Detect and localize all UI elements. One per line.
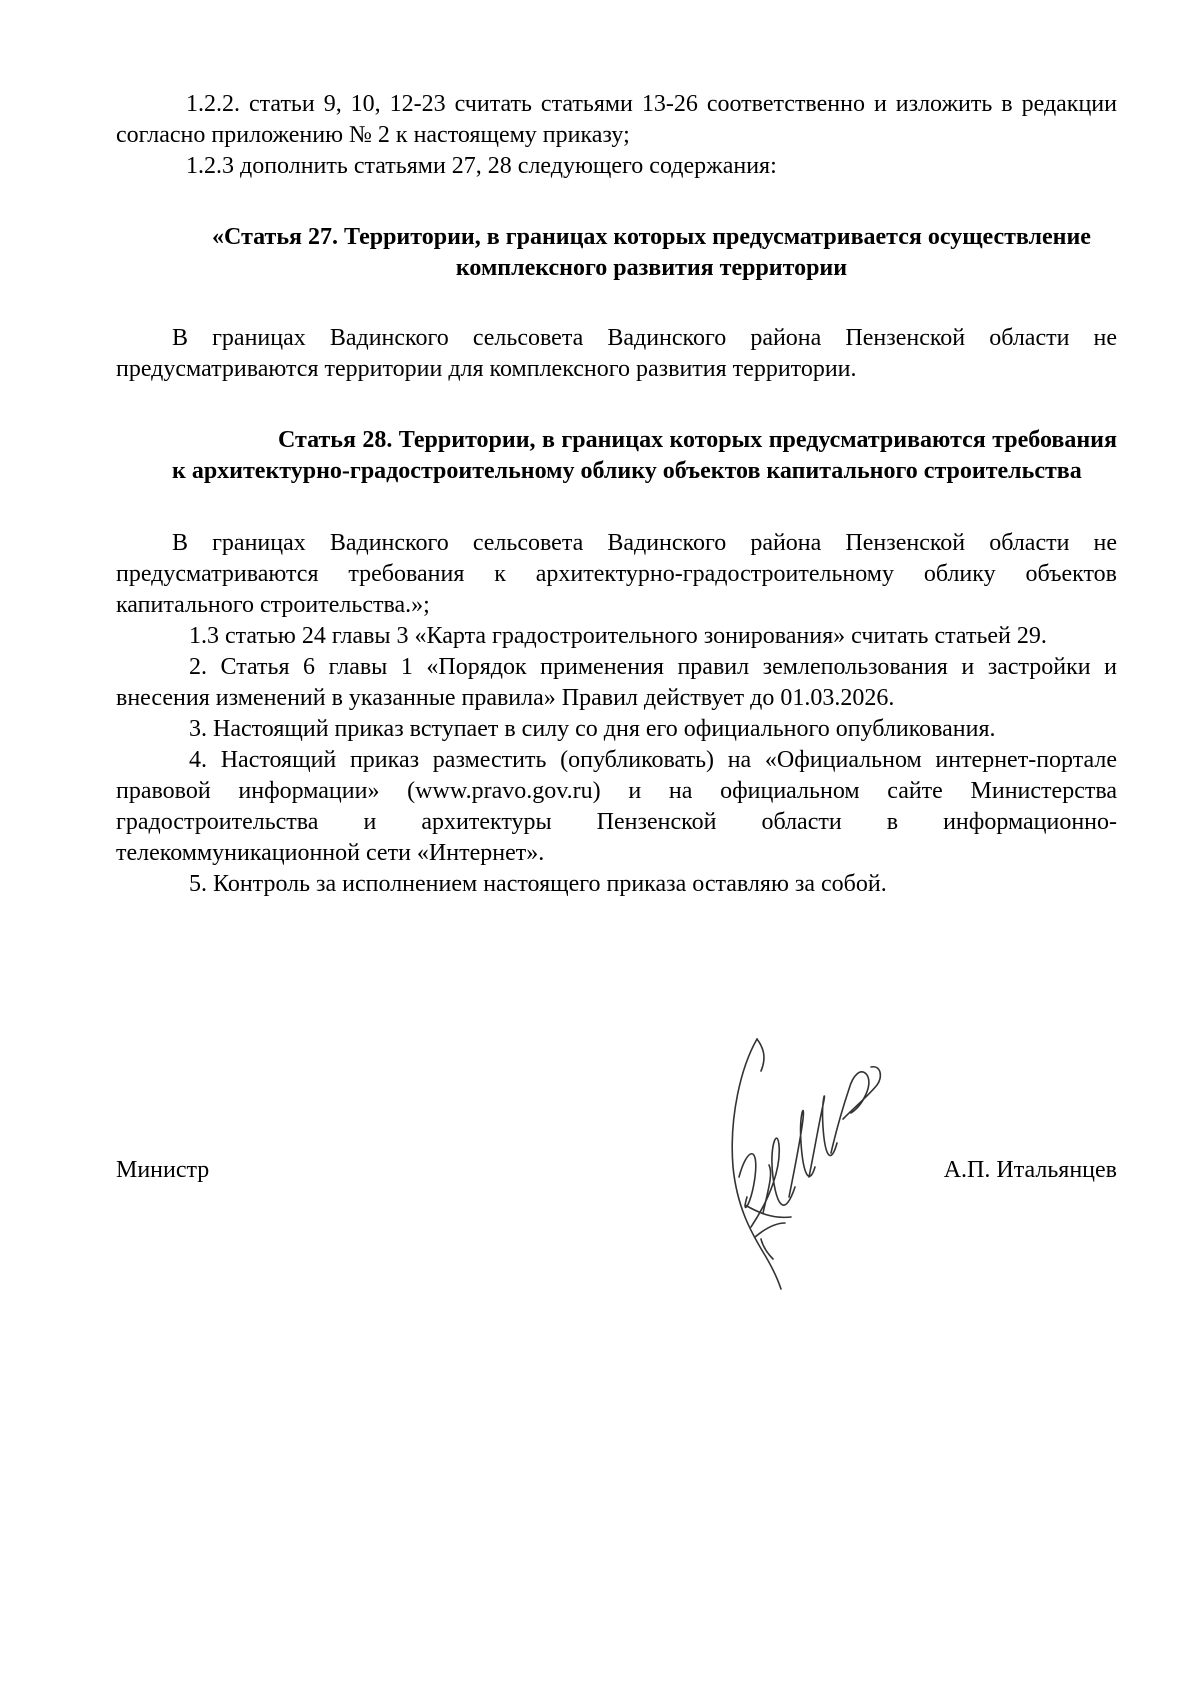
signatory-role: Министр xyxy=(116,1157,210,1183)
article-27-body: В границах Вадинского сельсовета Вадинского района Пензенской области не предусматриваются территории для комплексного развития территории. xyxy=(116,325,1117,382)
article-28-heading: Статья 28. Территории, в границах которых предусматриваются требования к архитектурно-градостроительному облику объектов капитального строительства xyxy=(172,427,1117,484)
article-27-heading: «Статья 27. Территории, в границах которых предусматривается осуществление комплексного развития территории xyxy=(212,224,1091,281)
paragraph-1-2-3: 1.2.3 дополнить статьями 27, 28 следующего содержания: xyxy=(186,153,777,179)
article-28-body: В границах Вадинского сельсовета Вадинского района Пензенской области не предусматриваются требования к архитектурно-градостроительному облику объектов капитального строительства.»; xyxy=(116,530,1117,618)
document-page xyxy=(116,89,1117,900)
list-item-1-3: 1.3 статью 24 главы 3 «Карта градостроительного зонирования» считать статьей 29. xyxy=(189,623,1047,649)
list-item-5: 5. Контроль за исполнением настоящего приказа оставляю за собой. xyxy=(189,871,887,897)
handwritten-signature-icon xyxy=(711,1027,891,1297)
list-item-3: 3. Настоящий приказ вступает в силу со дня его официального опубликования. xyxy=(189,716,996,742)
signatory-name: А.П. Итальянцев xyxy=(943,1157,1117,1183)
signature-block xyxy=(116,1155,1117,1375)
paragraph-1-2-2: 1.2.2. статьи 9, 10, 12-23 считать статьями 13-26 соответственно и изложить в редакции согласно приложению № 2 к настоящему приказу; xyxy=(116,91,1117,148)
list-item-4: 4. Настоящий приказ разместить (опубликовать) на «Официальном интернет-портале правовой информации» (www.pravo.gov.ru) и на официальном сайте Министерства градостроительства и архитектуры Пензенской области в информационно-телекоммуникационной сети «Интернет». xyxy=(116,747,1117,866)
list-item-2: 2. Статья 6 главы 1 «Порядок применения правил землепользования и застройки и внесения изменений в указанные правила» Правил действует до 01.03.2026. xyxy=(116,654,1117,711)
